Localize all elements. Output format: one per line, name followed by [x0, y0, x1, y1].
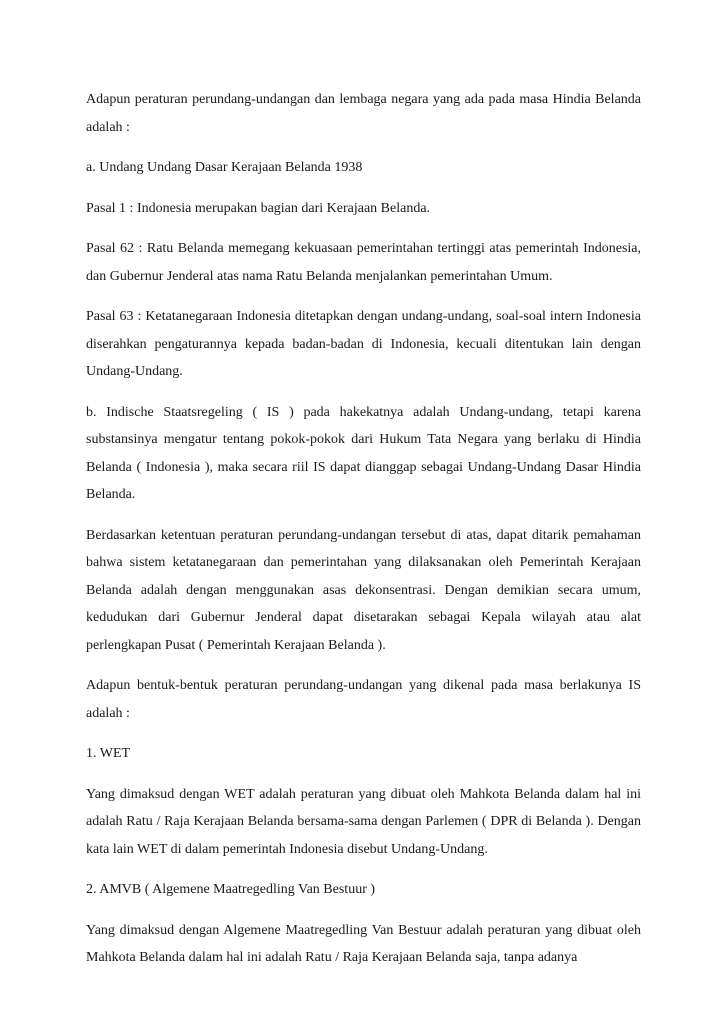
paragraph-intro: Adapun peraturan perundang-undangan dan lembaga negara yang ada pada masa Hindia Belanda adalah :: [86, 92, 641, 135]
paragraph-pasal-1: Pasal 1 : Indonesia merupakan bagian dari Kerajaan Belanda.: [86, 200, 431, 216]
paragraph-heading-b: b. Indische Staatsregeling ( IS ) pada hakekatnya adalah Undang-undang, tetapi karena substansinya mengatur tentang pokok-pokok dari Hukum Tata Negara yang berlaku di Hindia Belanda ( Indonesia ), maka secara riil IS dapat dianggap sebagai Undang-Undang Dasar Hindia Belanda.: [86, 404, 641, 502]
document-body: [86, 86, 641, 972]
paragraph-heading-amvb: 2. AMVB ( Algemene Maatregedling Van Bestuur ): [86, 882, 376, 897]
paragraph-berdasarkan: Berdasarkan ketentuan peraturan perundang-undangan tersebut di atas, dapat ditarik pemahaman bahwa sistem ketatanegaraan dan pemerintahan yang dilaksanakan oleh Pemerintah Kerajaan Belanda adalah dengan menggunakan asas dekonsentrasi. Dengan demikian secara umum, kedudukan dari Gubernur Jenderal dapat disetarakan sebagai Kepala wilayah atau alat perlengkapan Pusat ( Pemerintah Kerajaan Belanda ).: [86, 527, 641, 653]
paragraph-pasal-63: Pasal 63 : Ketatanegaraan Indonesia ditetapkan dengan undang-undang, soal-soal intern Indonesia diserahkan pengaturannya kepada badan-badan di Indonesia, kecuali ditentukan lain dengan Undang-Undang.: [86, 309, 641, 379]
paragraph-heading-a: a. Undang Undang Dasar Kerajaan Belanda 1938: [86, 160, 363, 175]
paragraph-amvb-desc: Yang dimaksud dengan Algemene Maatregedling Van Bestuur adalah peraturan yang dibuat oleh Mahkota Belanda dalam hal ini adalah Ratu / Raja Kerajaan Belanda saja, tanpa adanya: [86, 922, 641, 965]
paragraph-bentuk: Adapun bentuk-bentuk peraturan perundang-undangan yang dikenal pada masa berlakunya IS adalah :: [86, 678, 641, 721]
paragraph-heading-wet: 1. WET: [86, 746, 131, 761]
paragraph-wet-desc: Yang dimaksud dengan WET adalah peraturan yang dibuat oleh Mahkota Belanda dalam hal ini adalah Ratu / Raja Kerajaan Belanda bersama-sama dengan Parlemen ( DPR di Belanda ). Dengan kata lain WET di dalam pemerintah Indonesia disebut Undang-Undang.: [86, 786, 641, 857]
paragraph-pasal-62: Pasal 62 : Ratu Belanda memegang kekuasaan pemerintahan tertinggi atas pemerintah Indonesia, dan Gubernur Jenderal atas nama Ratu Belanda menjalankan pemerintahan Umum.: [86, 241, 641, 284]
